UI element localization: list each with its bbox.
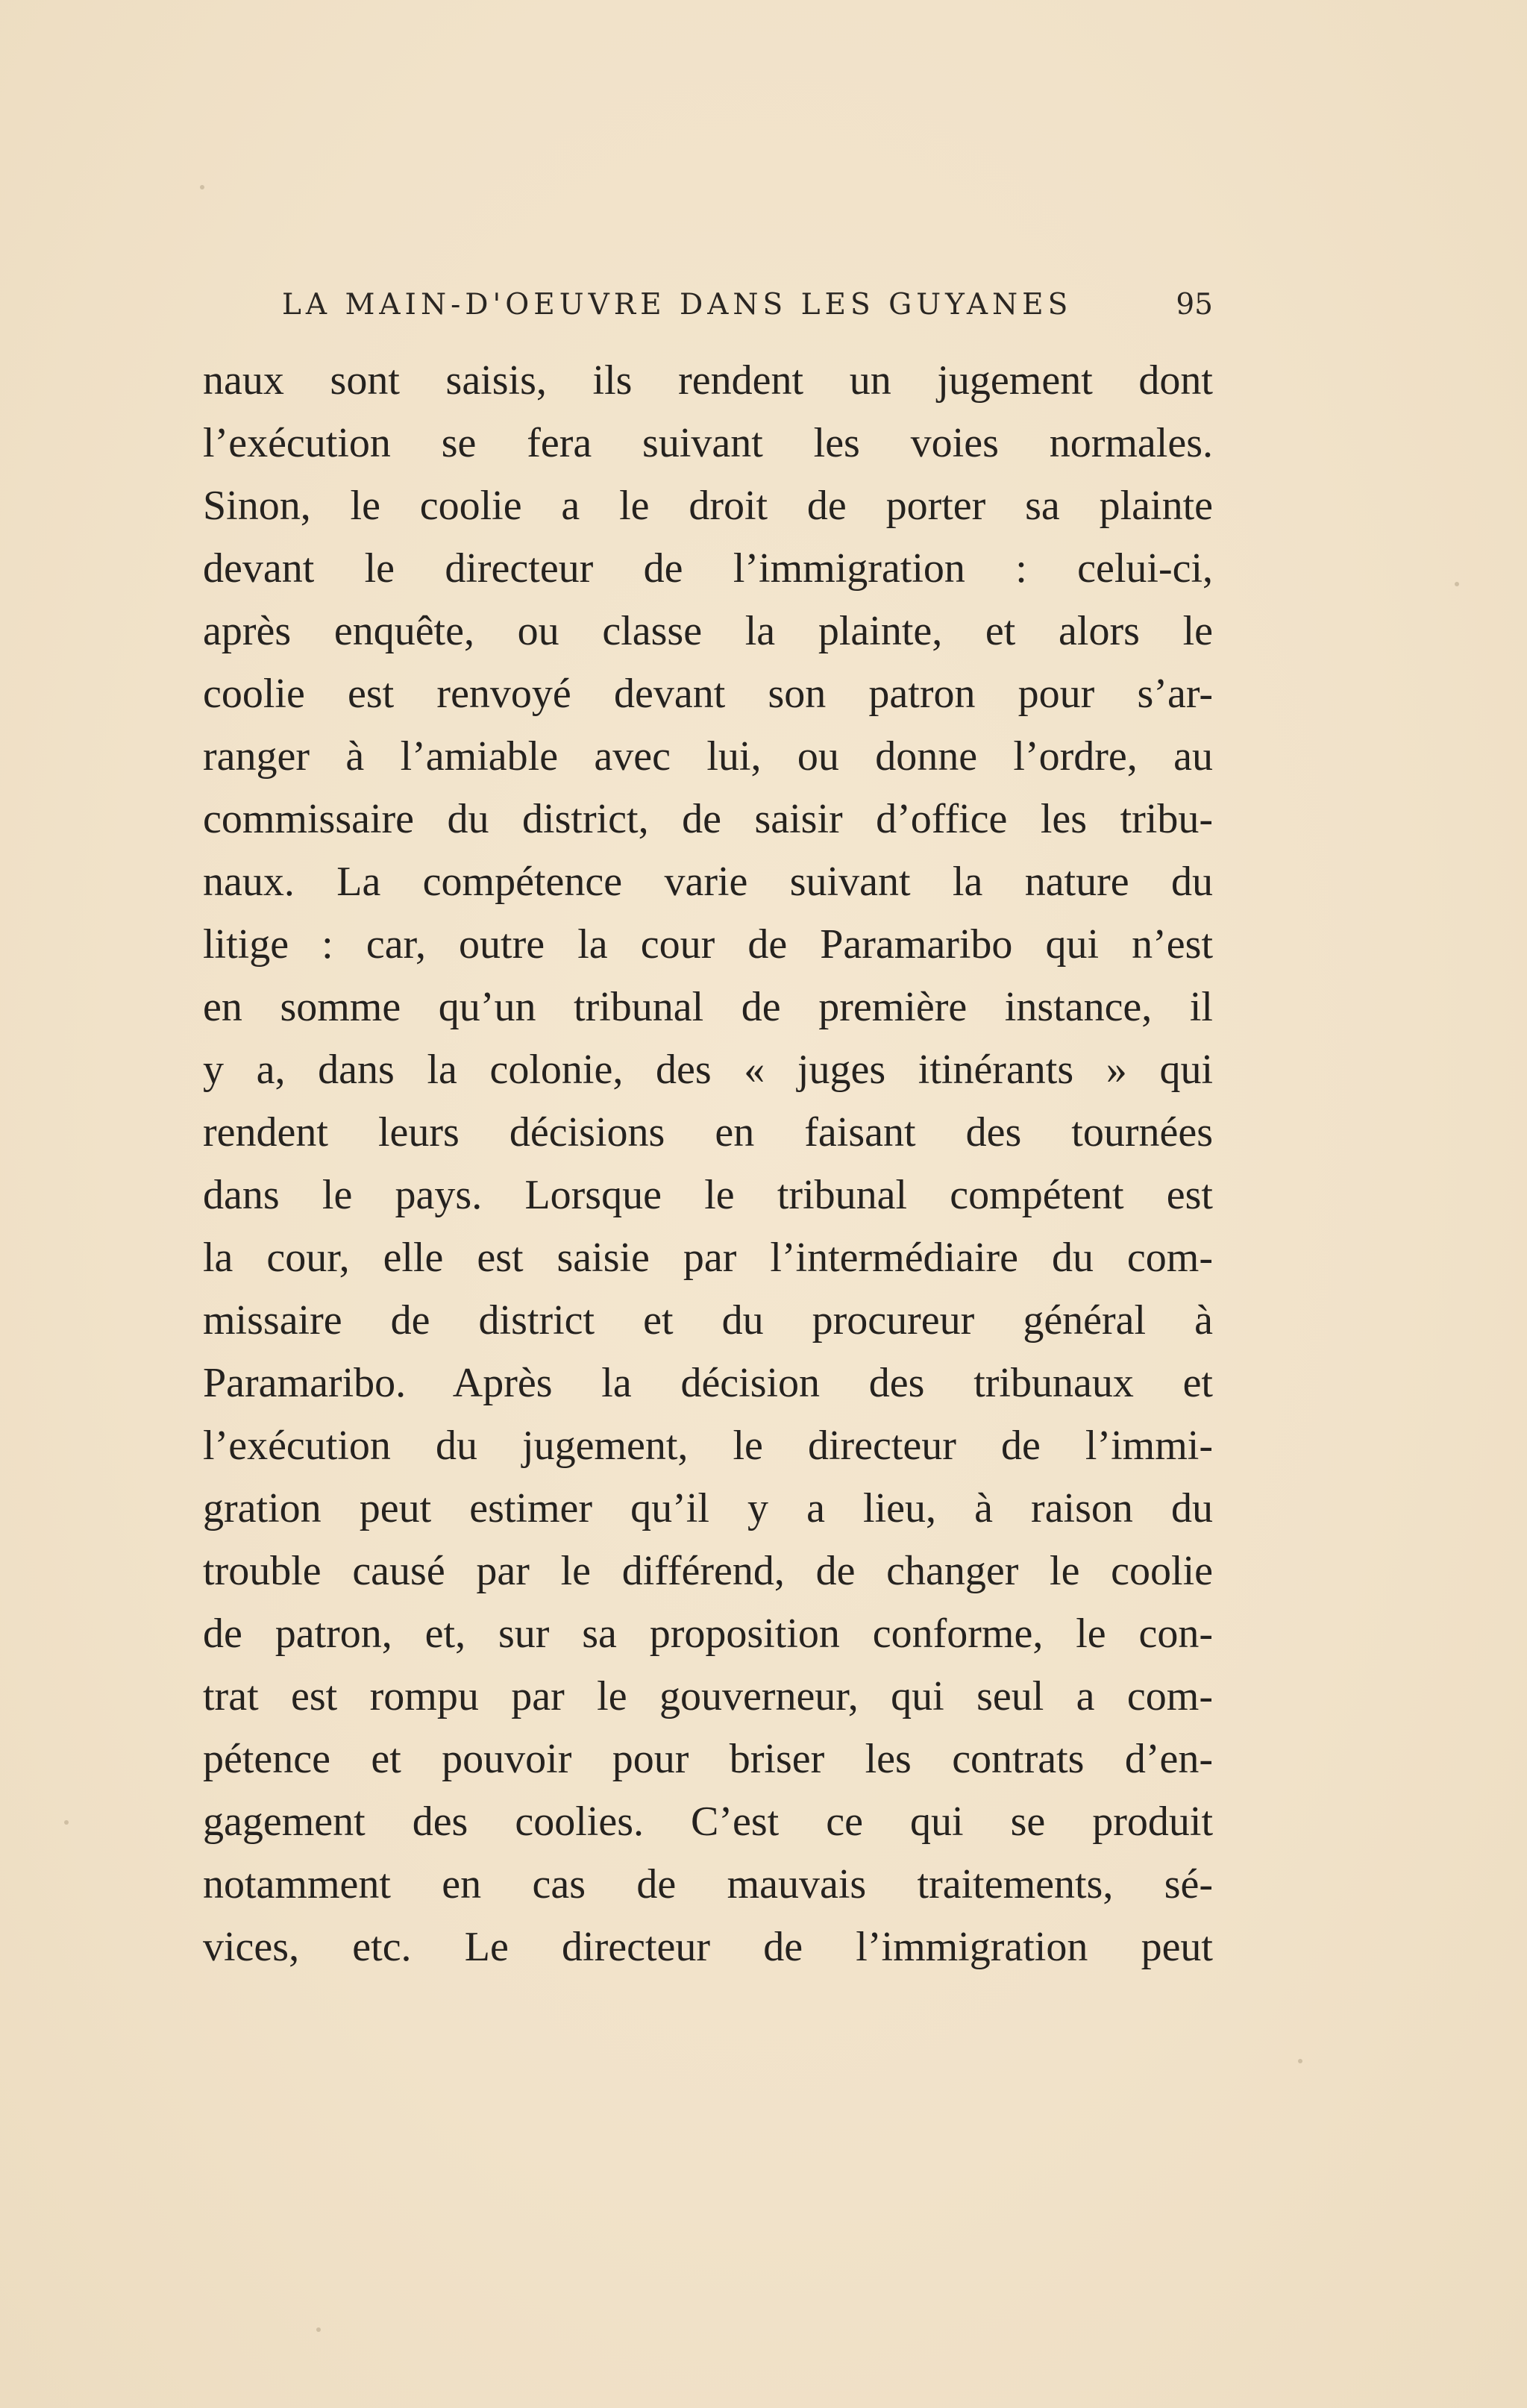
text-line: naux sont saisis, ils rendent un jugement dont [203,357,1213,404]
running-header [282,278,1213,330]
text-line: l’exécution se fera suivant les voies normales. [203,420,1213,466]
page-number: 95 [1176,288,1213,322]
text-line: commissaire du district, de saisir d’office les tribu- [203,796,1213,842]
text-line: pétence et pouvoir pour briser les contrats d’en- [203,1736,1213,1782]
text-line: après enquête, ou classe la plainte, et alors le [203,608,1213,654]
text-line: gagement des coolies. C’est ce qui se produit [203,1799,1213,1845]
paper-speck [1298,2059,1302,2063]
text-line: y a, dans la colonie, des « juges itinérants » qui [203,1047,1213,1093]
text-line: rendent leurs décisions en faisant des tournées [203,1109,1213,1156]
text-line: gration peut estimer qu’il y a lieu, à raison du [203,1485,1213,1531]
text-line: en somme qu’un tribunal de première instance, il [203,984,1213,1030]
paper-speck [200,185,204,189]
paper-speck [316,2327,321,2332]
text-line: coolie est renvoyé devant son patron pour s’ar- [203,671,1213,717]
text-line: litige : car, outre la cour de Paramaribo qui n’est [203,921,1213,968]
body-paragraph [203,349,1213,1978]
text-line: missaire de district et du procureur général à [203,1297,1213,1343]
text-line: trat est rompu par le gouverneur, qui seul a com- [203,1673,1213,1719]
text-line: Sinon, le coolie a le droit de porter sa plainte [203,483,1213,529]
text-line: devant le directeur de l’immigration : celui-ci, [203,545,1213,592]
text-line: la cour, elle est saisie par l’intermédiaire du com- [203,1235,1213,1281]
text-line: naux. La compétence varie suivant la nature du [203,859,1213,905]
text-line: dans le pays. Lorsque le tribunal compétent est [203,1172,1213,1218]
text-line: notamment en cas de mauvais traitements, sé- [203,1861,1213,1907]
running-title: LA MAIN-D'OEUVRE DANS LES GUYANES [282,288,1073,322]
text-line: vices, etc. Le directeur de l’immigration peut [203,1924,1213,1970]
text-line: Paramaribo. Après la décision des tribunaux et [203,1360,1213,1406]
text-line: trouble causé par le différend, de changer le coolie [203,1548,1213,1594]
text-line: ranger à l’amiable avec lui, ou donne l’ordre, au [203,733,1213,780]
text-line: de patron, et, sur sa proposition conforme, le con- [203,1611,1213,1657]
paper-speck [1455,582,1459,586]
text-line: l’exécution du jugement, le directeur de l’immi- [203,1423,1213,1469]
paper-speck [64,1820,69,1825]
